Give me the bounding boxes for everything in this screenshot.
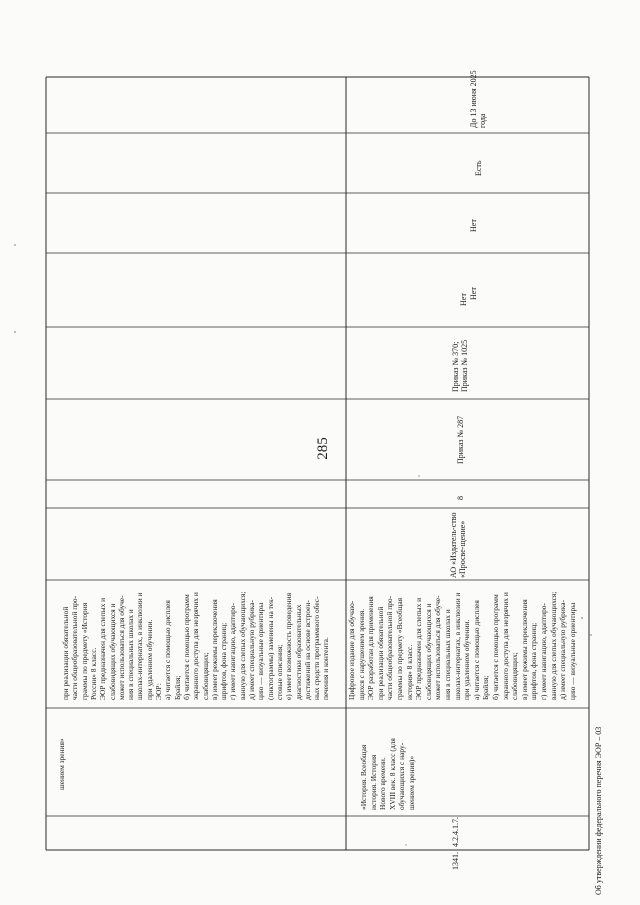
description-line: экранного доступа для незрячих и — [191, 592, 201, 700]
description-line: школах-интернатах, в инклюзии и — [135, 592, 145, 700]
description-line: при реализации обязательной — [61, 606, 70, 700]
description-line: в) имеет режимы переключения — [209, 599, 219, 700]
description-line: Цифровое издание для обучаю- — [347, 600, 356, 700]
description-line: слабовидящих обучающихся и — [107, 603, 117, 700]
description-line: ния в специальных школах и — [443, 609, 452, 700]
description-line: история» 8 класс. — [404, 644, 414, 700]
title-line: Нового времени. — [378, 757, 387, 810]
entry-orders-compliance: Приказ № 370; Приказ № 1025 — [451, 339, 469, 392]
description-line: школах-интернатах, в инклюзии и — [452, 592, 462, 700]
description-line: граммы по предмету «История — [79, 602, 89, 700]
prev-title-tail: шением зрения» — [57, 738, 66, 790]
entry-order: Приказ № 287 — [456, 415, 465, 464]
entry-publisher: АО «Издатель-ство «Просве-щение» — [449, 512, 467, 578]
description-line: части общеобразовательной про- — [70, 595, 80, 700]
entry-number: 1341. — [451, 852, 460, 870]
page-number: 285 — [314, 437, 331, 460]
description-line: экранного доступа для незрячих и — [500, 592, 510, 700]
description-line: шрифтов, фона страниц; — [529, 622, 539, 700]
description-line: печения и контента. — [321, 637, 331, 700]
description-line: Брайля; — [481, 675, 491, 700]
description-line: диагностики образовательных — [293, 604, 303, 700]
description-line: г) имеет навигацию, адаптиро- — [228, 603, 238, 700]
description-line: (пиктограммы) заменены на тек- — [265, 596, 275, 700]
description-line: цию — визуальные ориентиры — [256, 602, 266, 700]
description-line: достижений на основе встроен- — [302, 600, 312, 700]
description-line: а) читается с помощью дисплея — [471, 600, 481, 700]
description-line: может использоваться для обуче- — [433, 595, 443, 700]
prev-mark-b: Нет — [469, 287, 478, 300]
description-line: при реализации обязательной — [375, 606, 385, 700]
prev-availability: Есть — [474, 160, 483, 176]
prev-mark-a: Нет — [469, 219, 478, 232]
entry-mark: Нет — [459, 293, 468, 306]
description-line: а) читается с помощью дисплея — [163, 600, 173, 700]
footer-note: Об утверждении федерального перечня ЭОР – 03 — [594, 726, 603, 895]
title-line: история. История — [368, 754, 378, 810]
description-line: ванную для слепых обучающихся; — [548, 591, 558, 700]
description-line: щихся с нарушением зрения. — [356, 608, 366, 700]
description-line: ЭОР предназначен для слепых и — [98, 597, 108, 700]
description-line: г) имеет навигацию, адаптиро- — [539, 603, 548, 700]
description-line: е) имеет возможность проведения — [284, 593, 294, 700]
description-line: ЭОР: — [154, 683, 163, 700]
entry-grade: 8 — [456, 496, 465, 500]
description-line: ных средств программного обес- — [312, 596, 322, 700]
description-line: Брайля; — [172, 675, 182, 700]
description-line: при удаленном обучении. — [144, 619, 154, 700]
description-line: д) имеет специальную рубрика- — [247, 599, 256, 700]
description-line: слабовидящих; — [200, 652, 210, 700]
description-line: стовые описания; — [274, 644, 284, 700]
title-line: шением зрения)» — [406, 755, 416, 810]
description-line: слабовидящих обучающихся и — [423, 603, 433, 700]
entry-code: 4.2.4.1.7. — [451, 817, 460, 847]
title-line: XVIII век. 8 класс (для — [387, 738, 397, 810]
description-line: граммы по предмету «Всеобщая — [395, 598, 404, 700]
description-line: в) имеет режимы переключения — [519, 599, 529, 700]
title-line: обучающихся с нару- — [397, 742, 406, 810]
description-line: шрифтов, фона страниц; — [219, 622, 229, 700]
description-line: б) читается с помощью программ — [491, 594, 500, 700]
description-line: может использоваться для обуче- — [116, 595, 126, 700]
description-line: ния в специальных школах и — [126, 609, 136, 700]
description-line: цию — визуальные ориентиры — [567, 602, 577, 700]
description-line: б) читается с помощью программ — [181, 594, 191, 700]
description-line: ЭОР предназначен для слепых и — [414, 597, 424, 700]
description-line: ЭОР разработан для применения — [366, 596, 376, 700]
prev-deadline: До 13 июня 2025 года — [469, 70, 487, 128]
description-line: ванную для слепых обучающихся; — [237, 591, 247, 700]
description-line: России» 8 класс. — [88, 647, 98, 700]
description-line: части общеобразовательной про- — [385, 595, 395, 700]
description-line: д) имеет специальную рубрика- — [558, 599, 568, 700]
description-line: слабовидящих; — [510, 652, 520, 700]
title-line: «История. Всеобщая — [359, 744, 368, 810]
description-line: при удаленном обучении. — [462, 619, 472, 700]
